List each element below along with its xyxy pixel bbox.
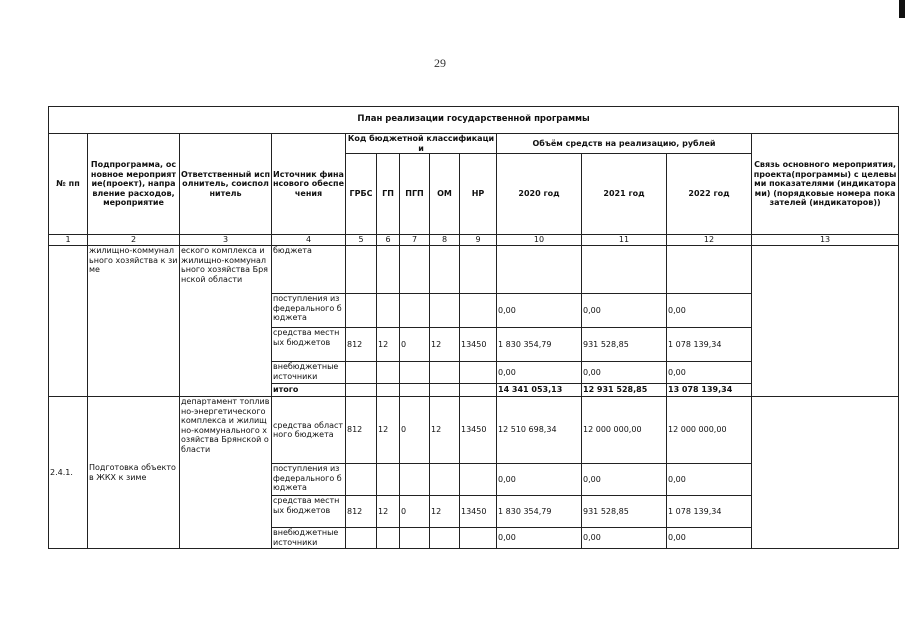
- scan-edge-mark: [899, 0, 905, 18]
- grbs-cell: [346, 362, 377, 384]
- np-cell: [460, 384, 497, 397]
- header-grbs: ГРБС: [346, 154, 377, 235]
- amount-2020-cell: [497, 246, 582, 294]
- header-gp: ГП: [377, 154, 400, 235]
- amount-2021-cell: 0,00: [582, 362, 667, 384]
- indicator-link-cell: [752, 246, 899, 397]
- total-2021-cell: 12 931 528,85: [582, 384, 667, 397]
- amount-2021-cell: 0,00: [582, 294, 667, 328]
- header-2021: 2021 год: [582, 154, 667, 235]
- amount-2020-cell: 0,00: [497, 294, 582, 328]
- column-index: 11: [582, 235, 667, 246]
- grbs-cell: [346, 528, 377, 549]
- gp-cell: [377, 246, 400, 294]
- grbs-cell: [346, 464, 377, 496]
- table-title: План реализации государственной программы: [49, 107, 899, 134]
- source-cell-total: итого: [272, 384, 346, 397]
- amount-2021-cell: 931 528,85: [582, 496, 667, 528]
- source-cell: внебюджетные источники: [272, 362, 346, 384]
- row-num-cell: [49, 246, 88, 397]
- om-cell: [430, 528, 460, 549]
- om-cell: [430, 464, 460, 496]
- np-cell: [460, 246, 497, 294]
- gp-cell: [377, 362, 400, 384]
- header-executor: Ответственный исполнитель, соисполнитель: [180, 134, 272, 235]
- np-cell: [460, 528, 497, 549]
- om-cell: 12: [430, 496, 460, 528]
- gp-cell: [377, 464, 400, 496]
- column-index: 9: [460, 235, 497, 246]
- header-2022: 2022 год: [667, 154, 752, 235]
- amount-2022-cell: 1 078 139,34: [667, 496, 752, 528]
- pgp-cell: 0: [400, 397, 430, 464]
- om-cell: [430, 362, 460, 384]
- source-cell: внебюджетные источники: [272, 528, 346, 549]
- om-cell: 12: [430, 397, 460, 464]
- column-index: 1: [49, 235, 88, 246]
- gp-cell: [377, 528, 400, 549]
- np-cell: 13450: [460, 328, 497, 362]
- subprogram-cell: Подготовка объектов ЖКХ к зиме: [88, 397, 180, 549]
- grbs-cell: 812: [346, 496, 377, 528]
- column-index: 3: [180, 235, 272, 246]
- column-index: 12: [667, 235, 752, 246]
- header-num: № пп: [49, 134, 88, 235]
- source-cell: средства областного бюджета: [272, 397, 346, 464]
- amount-2020-cell: 0,00: [497, 464, 582, 496]
- pgp-cell: [400, 384, 430, 397]
- om-cell: 12: [430, 328, 460, 362]
- np-cell: [460, 362, 497, 384]
- column-index: 6: [377, 235, 400, 246]
- header-source: Источник финансового обеспечения: [272, 134, 346, 235]
- header-pgp: ПГП: [400, 154, 430, 235]
- gp-cell: 12: [377, 496, 400, 528]
- grbs-cell: 812: [346, 397, 377, 464]
- total-2020-cell: 14 341 053,13: [497, 384, 582, 397]
- amount-2021-cell: [582, 246, 667, 294]
- gp-cell: [377, 384, 400, 397]
- om-cell: [430, 294, 460, 328]
- np-cell: [460, 294, 497, 328]
- header-np: НР: [460, 154, 497, 235]
- table-row: [49, 246, 899, 294]
- pgp-cell: 0: [400, 496, 430, 528]
- gp-cell: [377, 294, 400, 328]
- np-cell: 13450: [460, 397, 497, 464]
- executor-cell: еского комплекса и жилищно-коммунального хозяйства Брянской области: [180, 246, 272, 397]
- row-num-cell: 2.4.1.: [49, 397, 88, 549]
- amount-2020-cell: 0,00: [497, 362, 582, 384]
- pgp-cell: [400, 294, 430, 328]
- header-indicator-link: Связь основного мероприятия, проекта(программы) с целевыми показателями (индикаторами) (порядковые номера показателей (индикаторов)): [752, 134, 899, 235]
- np-cell: 13450: [460, 496, 497, 528]
- om-cell: [430, 246, 460, 294]
- grbs-cell: [346, 384, 377, 397]
- column-index: 10: [497, 235, 582, 246]
- header-budget-code: Код бюджетной классификации: [346, 134, 497, 154]
- amount-2020-cell: 12 510 698,34: [497, 397, 582, 464]
- subprogram-cell: жилищно-коммунального хозяйства к зиме: [88, 246, 180, 397]
- header-om: ОМ: [430, 154, 460, 235]
- amount-2022-cell: [667, 246, 752, 294]
- column-index: 7: [400, 235, 430, 246]
- budget-plan-table: [48, 106, 899, 549]
- amount-2022-cell: 0,00: [667, 362, 752, 384]
- amount-2022-cell: 1 078 139,34: [667, 328, 752, 362]
- gp-cell: 12: [377, 397, 400, 464]
- header-2020: 2020 год: [497, 154, 582, 235]
- amount-2021-cell: 12 000 000,00: [582, 397, 667, 464]
- amount-2022-cell: 0,00: [667, 464, 752, 496]
- amount-2022-cell: 0,00: [667, 294, 752, 328]
- column-index: 4: [272, 235, 346, 246]
- pgp-cell: [400, 246, 430, 294]
- source-cell: средства местных бюджетов: [272, 328, 346, 362]
- grbs-cell: [346, 246, 377, 294]
- amount-2021-cell: 0,00: [582, 528, 667, 549]
- source-cell: поступления из федерального бюджета: [272, 464, 346, 496]
- amount-2021-cell: 931 528,85: [582, 328, 667, 362]
- column-index: 13: [752, 235, 899, 246]
- pgp-cell: 0: [400, 328, 430, 362]
- grbs-cell: 812: [346, 328, 377, 362]
- pgp-cell: [400, 528, 430, 549]
- header-subprogram: Подпрограмма, основное мероприятие(проект), направление расходов, мероприятие: [88, 134, 180, 235]
- amount-2020-cell: 1 830 354,79: [497, 328, 582, 362]
- column-index: 8: [430, 235, 460, 246]
- total-2022-cell: 13 078 139,34: [667, 384, 752, 397]
- amount-2020-cell: 1 830 354,79: [497, 496, 582, 528]
- indicator-link-cell: [752, 397, 899, 549]
- column-index: 2: [88, 235, 180, 246]
- pgp-cell: [400, 362, 430, 384]
- column-index: 5: [346, 235, 377, 246]
- table-row: [49, 397, 899, 464]
- pgp-cell: [400, 464, 430, 496]
- gp-cell: 12: [377, 328, 400, 362]
- amount-2022-cell: 12 000 000,00: [667, 397, 752, 464]
- amount-2022-cell: 0,00: [667, 528, 752, 549]
- np-cell: [460, 464, 497, 496]
- om-cell: [430, 384, 460, 397]
- source-cell: поступления из федерального бюджета: [272, 294, 346, 328]
- header-volume: Объём средств на реализацию, рублей: [497, 134, 752, 154]
- grbs-cell: [346, 294, 377, 328]
- amount-2021-cell: 0,00: [582, 464, 667, 496]
- amount-2020-cell: 0,00: [497, 528, 582, 549]
- source-cell: средства местных бюджетов: [272, 496, 346, 528]
- page-number: 29: [434, 56, 446, 70]
- source-cell: бюджета: [272, 246, 346, 294]
- executor-cell: департамент топливно-энергетического комплекса и жилищно-коммунального хозяйства Брянской области: [180, 397, 272, 549]
- budget-plan-table-wrapper: [48, 106, 898, 549]
